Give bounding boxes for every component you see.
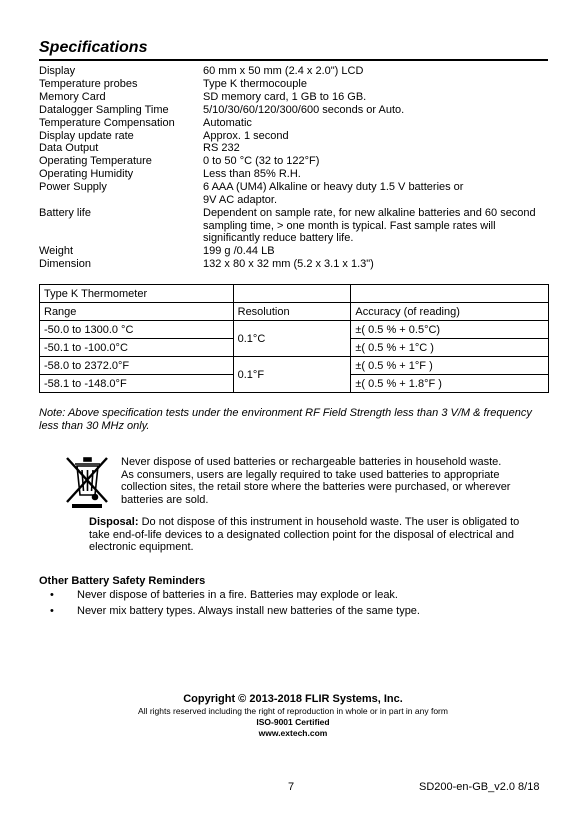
spec-value: 60 mm x 50 mm (2.4 x 2.0") LCD	[203, 65, 364, 77]
spec-label: Temperature Compensation	[39, 117, 175, 129]
spec-value: Less than 85% R.H.	[203, 168, 301, 180]
page-number: 7	[288, 781, 295, 793]
spec-value: Dependent on sample rate, for new alkaline batteries and 60 second sampling time, > one month is typical. Fast sample rates will significantly reduce battery life.	[203, 207, 536, 244]
spec-label: Operating Temperature	[39, 155, 152, 167]
spec-label: Dimension	[39, 258, 91, 270]
reminders-heading: Other Battery Safety Reminders	[39, 575, 206, 587]
spec-value: 6 AAA (UM4) Alkaline or heavy duty 1.5 V batteries or 9V AC adaptor.	[203, 181, 464, 206]
accuracy-cell: ±( 0.5 % + 1°F )	[351, 357, 549, 375]
rights-line: All rights reserved including the right of reproduction in whole or in part in any form	[138, 706, 448, 716]
accuracy-cell: ±( 0.5 % + 1.8°F )	[351, 375, 549, 393]
copyright-line: Copyright © 2013-2018 FLIR Systems, Inc.	[183, 693, 403, 705]
range-cell: -50.0 to 1300.0 °C	[40, 321, 234, 339]
header-range: Range	[40, 303, 234, 321]
resolution-cell: 0.1°C	[233, 321, 351, 357]
table-caption-row	[40, 285, 549, 303]
spec-label: Power Supply	[39, 181, 107, 193]
accuracy-cell: ±( 0.5 % + 0.5°C)	[351, 321, 549, 339]
spec-value: 132 x 80 x 32 mm (5.2 x 3.1 x 1.3")	[203, 258, 374, 270]
bullet-icon: •	[50, 589, 54, 601]
spec-value: Type K thermocouple	[203, 78, 307, 90]
header-accuracy: Accuracy (of reading)	[351, 303, 549, 321]
crossed-out-bin-icon	[64, 455, 110, 509]
spec-label: Operating Humidity	[39, 168, 134, 180]
spec-value: SD memory card, 1 GB to 16 GB.	[203, 91, 367, 103]
accuracy-cell: ±( 0.5 % + 1°C )	[351, 339, 549, 357]
spec-value: RS 232	[203, 142, 240, 154]
resolution-cell: 0.1°F	[233, 357, 351, 393]
spec-label: Battery life	[39, 207, 91, 219]
spec-value: 5/10/30/60/120/300/600 seconds or Auto.	[203, 104, 405, 116]
table-header-row	[40, 303, 549, 321]
header-resolution: Resolution	[233, 303, 351, 321]
spec-label: Display update rate	[39, 130, 134, 142]
spec-value: 0 to 50 °C (32 to 122°F)	[203, 155, 320, 167]
table-row	[40, 357, 549, 375]
spec-label: Display	[39, 65, 76, 77]
title-rule	[39, 59, 548, 61]
rf-note: Note: Above specification tests under the environment RF Field Strength less than 3 V/M & frequency less than 30 MHz only.	[39, 407, 532, 432]
table-caption: Type K Thermometer	[40, 285, 234, 303]
thermometer-table	[39, 284, 549, 393]
weee-warning: Never dispose of used batteries or rechargeable batteries in household waste. As consumers, users are legally required to take used batteries to appropriate collection sites, the retail store where the batteries were purchased, or wherever batteries are sold.	[121, 456, 511, 506]
spec-label: Weight	[39, 245, 74, 257]
disposal-label: Disposal:	[89, 516, 139, 528]
website-line: www.extech.com	[258, 728, 328, 738]
spec-label: Datalogger Sampling Time	[39, 104, 169, 116]
spec-value: Approx. 1 second	[203, 130, 289, 142]
range-cell: -58.0 to 2372.0°F	[40, 357, 234, 375]
iso-line: ISO-9001 Certified	[256, 717, 330, 727]
document-code: SD200-en-GB_v2.0 8/18	[419, 781, 540, 793]
spec-label: Data Output	[39, 142, 99, 154]
range-cell: -58.1 to -148.0°F	[40, 375, 234, 393]
spec-value: 199 g /0.44 LB	[203, 245, 275, 257]
disposal-paragraph: Disposal: Do not dispose of this instrument in household waste. The user is obligated to take end-of-life devices to a designated collection point for the disposal of electrical and electronic equipment.	[89, 516, 520, 553]
spec-value: Automatic	[203, 117, 252, 129]
spec-label: Memory Card	[39, 91, 106, 103]
bullet-icon: •	[50, 605, 54, 617]
table-row	[40, 321, 549, 339]
spec-label: Temperature probes	[39, 78, 138, 90]
page-title: Specifications	[39, 39, 148, 56]
range-cell: -50.1 to -100.0°C	[40, 339, 234, 357]
